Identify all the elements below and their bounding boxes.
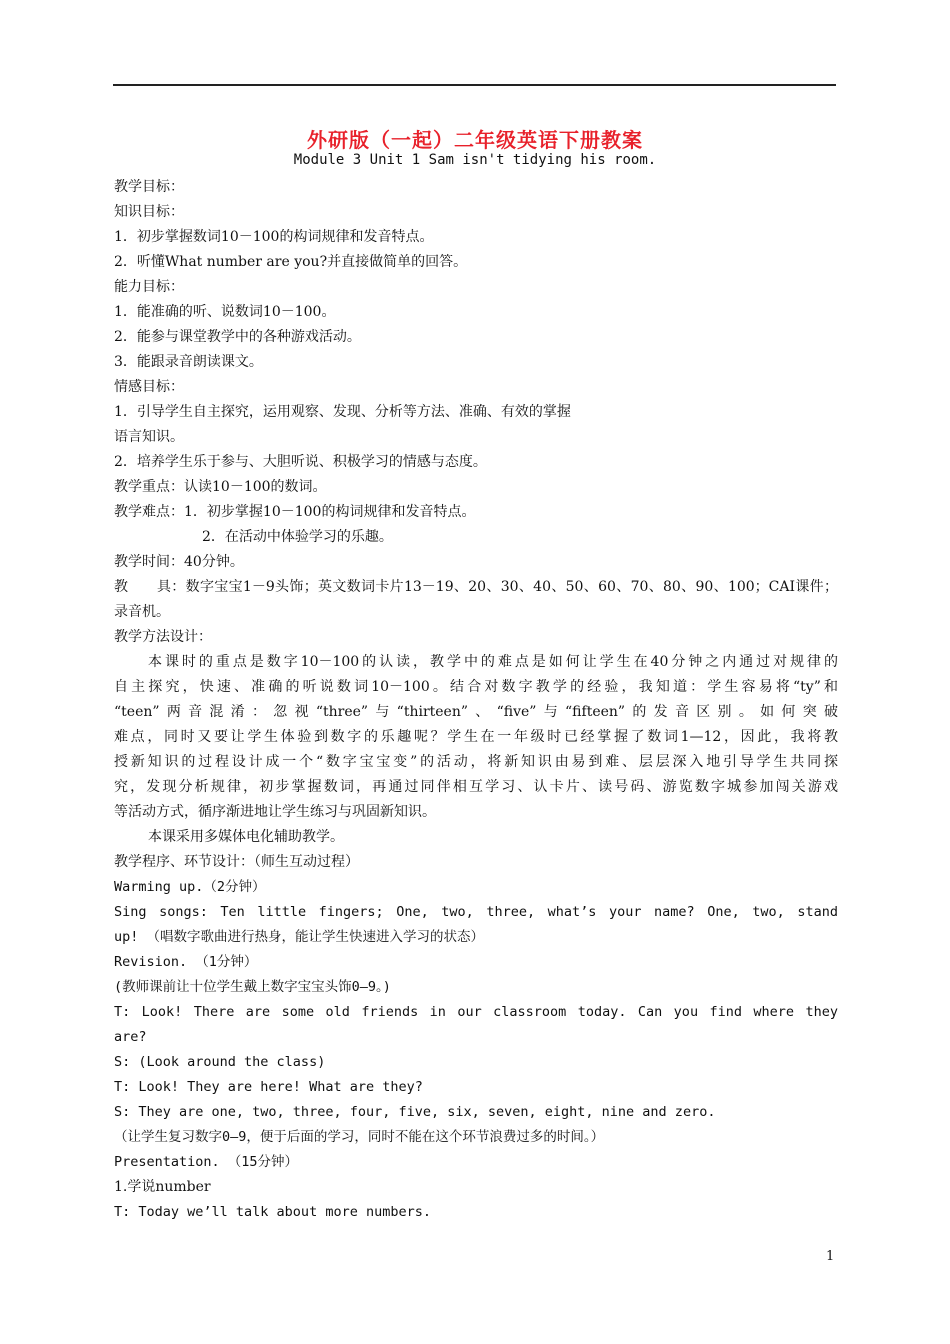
text-line: 情感目标： — [114, 379, 184, 395]
text-line: T: Look! There are some old friends in our classroom today. Can you find where they — [114, 1004, 838, 1020]
text-line: 语言知识。 — [114, 429, 184, 445]
text-line: Revision. （1分钟） — [114, 954, 258, 970]
text-line: 1．能准确的听、说数词10－100。 — [114, 304, 336, 320]
page-number: 1 — [826, 1249, 835, 1264]
text-line: （让学生复习数字0—9，便于后面的学习，同时不能在这个环节浪费过多的时间。） — [114, 1129, 605, 1145]
text-line: 1．初步掌握数词10－100的构词规律和发音特点。 — [114, 229, 434, 245]
text-line: 能力目标： — [114, 279, 184, 295]
text-line: 教学难点：1．初步掌握10－100的构词规律和发音特点。 — [114, 504, 476, 520]
text-line: 录音机。 — [114, 604, 170, 620]
document-subtitle: Module 3 Unit 1 Sam isn't tidying his room. — [293, 152, 657, 168]
text-line: 2．培养学生乐于参与、大胆听说、积极学习的情感与态度。 — [114, 454, 487, 470]
text-line: 教学程序、环节设计：（师生互动过程） — [114, 854, 359, 870]
text-line: 等活动方式，循序渐进地让学生练习与巩固新知识。 — [114, 804, 436, 820]
text-line: S: (Look around the class) — [114, 1054, 326, 1070]
text-line: are? — [114, 1029, 147, 1045]
text-line: 2．听懂What number are you?并直接做简单的回答。 — [114, 254, 468, 270]
text-line: 本课时的重点是数字10－100的认读，教学中的难点是如何让学生在40分钟之内通过对规律的 — [148, 654, 838, 670]
text-line: 自主探究，快速、准确的听说数词10－100。结合对数字教学的经验，我知道：学生容易将“ty”和 — [114, 679, 838, 695]
text-line: 2．能参与课堂教学中的各种游戏活动。 — [114, 329, 361, 345]
text-line: S: They are one, two, three, four, five, six, seven, eight, nine and zero. — [114, 1104, 716, 1120]
text-line: 知识目标： — [114, 204, 184, 220]
text-line: 2．在活动中体验学习的乐趣。 — [202, 529, 393, 545]
text-line: “teen”两音混淆：忽视“three”与“thirteen”、“five”与“fifteen”的发音区别。如何突破 — [114, 704, 838, 720]
text-line: T: Look! They are here! What are they? — [114, 1079, 423, 1095]
document-title: 外研版（一起）二年级英语下册教案 — [307, 128, 643, 152]
text-line: 教学目标： — [114, 179, 184, 195]
text-line: 难点，同时又要让学生体验到数字的乐趣呢？学生在一年级时已经掌握了数词1—12，因此，我将教 — [114, 729, 838, 745]
text-line: Warming up.（2分钟） — [114, 879, 266, 895]
text-line: Presentation. （15分钟） — [114, 1154, 299, 1170]
text-line: T: Today we’ll talk about more numbers. — [114, 1204, 431, 1220]
header-rule — [113, 84, 836, 86]
text-line: Sing songs: Ten little fingers; One, two, three, what’s your name? One, two, stand — [114, 904, 838, 920]
document-body — [114, 175, 838, 1225]
text-line: 教学时间：40分钟。 — [114, 554, 244, 570]
text-line: up! （唱数字歌曲进行热身，能让学生快速进入学习的状态） — [114, 929, 485, 945]
text-line: 3．能跟录音朗读课文。 — [114, 354, 263, 370]
text-line: (教师课前让十位学生戴上数字宝宝头饰0—9。) — [114, 979, 391, 995]
text-line: 1．引导学生自主探究，运用观察、发现、分析等方法、准确、有效的掌握 — [114, 404, 571, 420]
text-line: 1.学说number — [114, 1179, 211, 1195]
text-line: 教学重点：认读10－100的数词。 — [114, 479, 327, 495]
text-line: 教 具：数字宝宝1－9头饰；英文数词卡片13－19、20、30、40、50、60、70、80、90、100；CAI课件； — [114, 579, 838, 595]
text-line: 究，发现分析规律，初步掌握数词，再通过同伴相互学习、认卡片、读号码、游览数字城参加闯关游戏 — [114, 779, 838, 795]
text-line: 教学方法设计： — [114, 629, 212, 645]
text-line: 授新知识的过程设计成一个“数字宝宝变”的活动，将新知识由易到难、层层深入地引导学生共同探 — [114, 754, 838, 770]
text-line: 本课采用多媒体电化辅助教学。 — [148, 829, 344, 845]
